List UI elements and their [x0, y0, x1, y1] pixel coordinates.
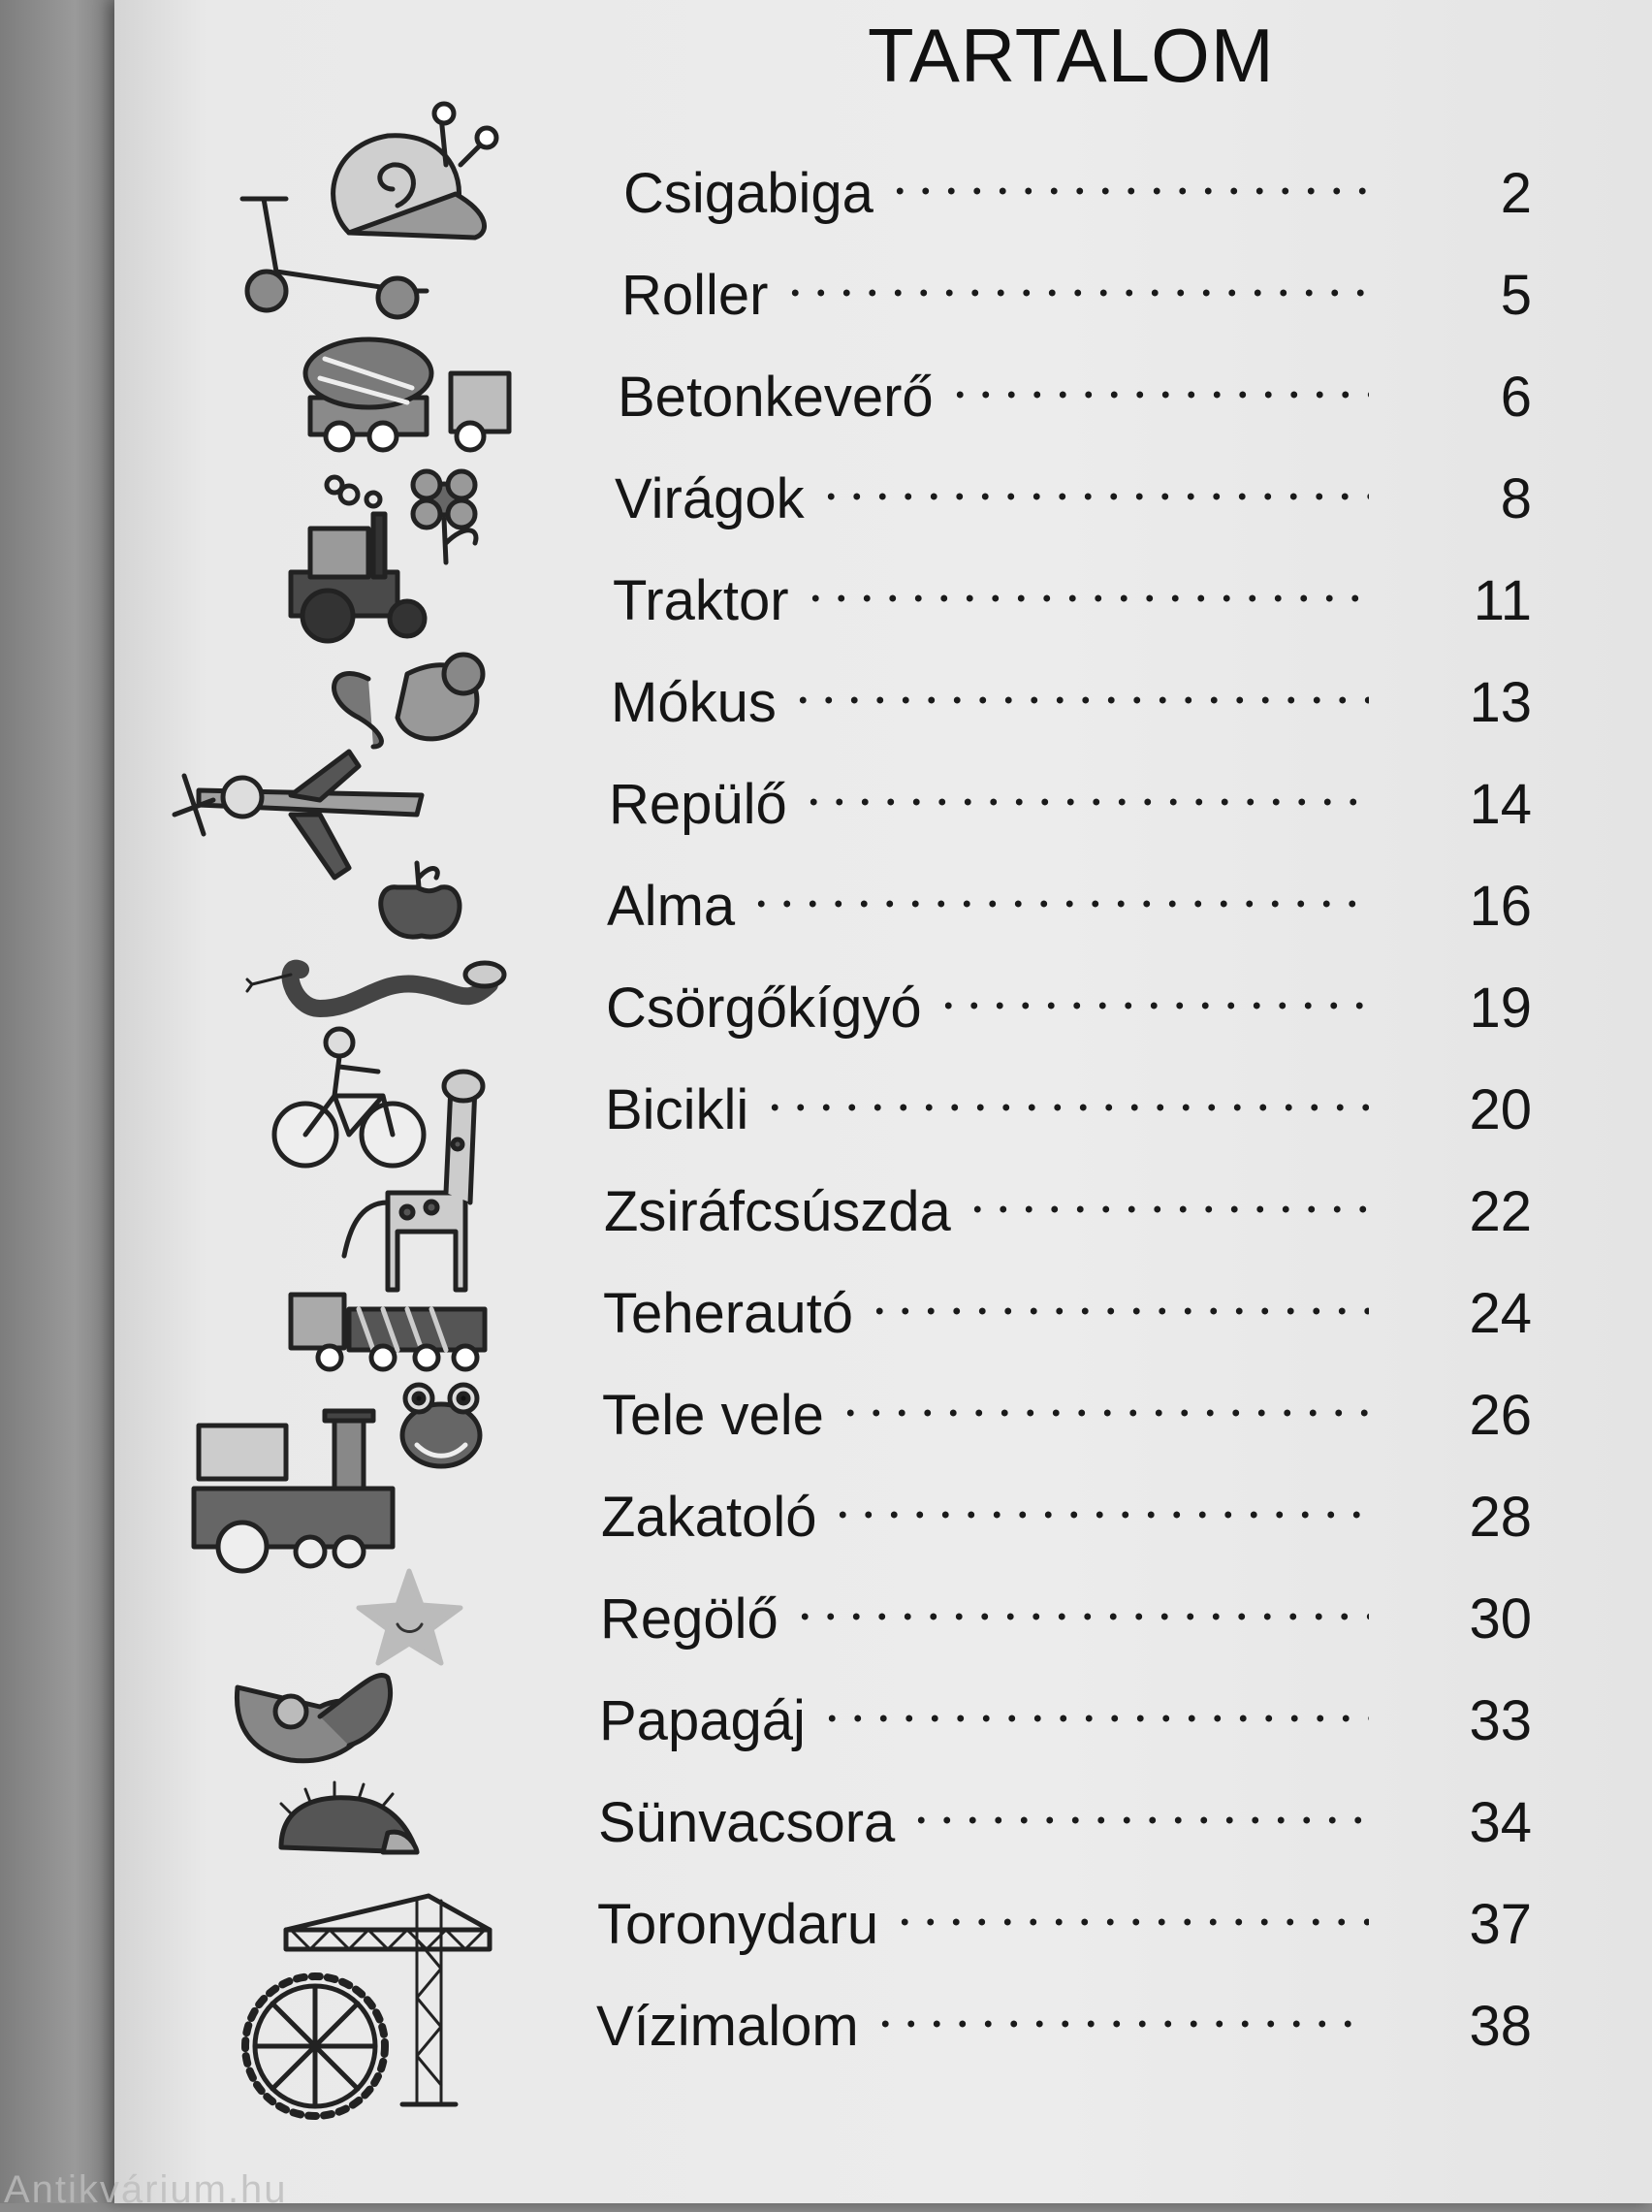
toc-dot-leader: [887, 169, 1369, 213]
squirrel-icon: [334, 655, 483, 747]
toc-entry-title: Repülő: [609, 773, 787, 836]
toc-entry-page-number: 28: [1469, 1486, 1532, 1549]
toc-dot-leader: [748, 882, 1369, 926]
toc-dot-leader: [908, 1798, 1369, 1843]
hedgehog-icon: [281, 1782, 417, 1852]
toc-entry-title: Vízimalom: [596, 1995, 859, 2058]
snail-icon: [334, 104, 496, 238]
giraffe-icon: [344, 1072, 483, 1290]
toc-dot-leader: [790, 678, 1369, 722]
snake-icon: [247, 963, 504, 1009]
toc-entry-title: Betonkeverő: [618, 366, 934, 429]
toc-dot-leader: [792, 1594, 1369, 1639]
toc-dot-leader: [818, 474, 1369, 519]
toc-entry-page-number: 34: [1469, 1791, 1532, 1854]
toc-dot-leader: [762, 1085, 1369, 1130]
water-wheel-icon: [245, 1976, 385, 2116]
toc-entry-page-number: 19: [1469, 977, 1532, 1040]
toc-entry-page-number: 38: [1469, 1995, 1532, 2058]
tractor-icon: [291, 514, 425, 641]
toc-dot-leader: [873, 2002, 1369, 2046]
parrot-icon: [237, 1675, 390, 1760]
toc-entry-title: Toronydaru: [597, 1893, 879, 1956]
toc-entry-title: Roller: [621, 264, 769, 327]
toc-entry-title: Sünvacsora: [598, 1791, 896, 1854]
toc-dot-leader: [801, 780, 1369, 824]
airplane-icon: [175, 752, 422, 878]
toc-entry-page-number: 8: [1500, 467, 1532, 530]
toc-entry-title: Virágok: [615, 467, 805, 530]
frog-icon: [402, 1385, 480, 1466]
toc-entry-title: Traktor: [613, 569, 789, 632]
train-icon: [194, 1411, 393, 1571]
toc-dot-leader: [830, 1492, 1369, 1537]
toc-entry-title: Zakatoló: [601, 1486, 817, 1549]
toc-entry-title: Csörgőkígyó: [606, 977, 922, 1040]
toc-entry-title: Regölő: [600, 1587, 778, 1651]
toc-dot-leader: [819, 1696, 1369, 1741]
toc-dot-leader: [782, 271, 1369, 315]
toc-entry-title: Tele vele: [602, 1384, 824, 1447]
toc-entry-page-number: 20: [1469, 1078, 1532, 1141]
toc-entry-page-number: 26: [1469, 1384, 1532, 1447]
toc-entry-page-number: 6: [1500, 366, 1532, 429]
toc-dot-leader: [867, 1289, 1369, 1333]
toc-dot-leader: [965, 1187, 1369, 1232]
apple-icon: [381, 863, 460, 937]
toc-entry-title: Alma: [607, 875, 736, 938]
toc-entry-page-number: 24: [1469, 1282, 1532, 1345]
watermark: Antikvárium.hu: [4, 2168, 288, 2211]
toc-entry-page-number: 37: [1469, 1893, 1532, 1956]
toc-entry-title: Papagáj: [599, 1689, 806, 1752]
toc-dot-leader: [803, 576, 1369, 621]
page-title: TARTALOM: [868, 13, 1275, 98]
toc-dot-leader: [838, 1391, 1369, 1435]
toc-entry-title: Teherautó: [603, 1282, 853, 1345]
toc-entry-page-number: 13: [1469, 671, 1532, 734]
toc-entry-page-number: 33: [1469, 1689, 1532, 1752]
toc-entry-page-number: 14: [1469, 773, 1532, 836]
toc-entry-page-number: 11: [1473, 569, 1532, 632]
toc-entry-title: Mókus: [611, 671, 777, 734]
toc-entry-title: Zsiráfcsúszda: [604, 1180, 951, 1243]
toc-dot-leader: [892, 1900, 1369, 1944]
truck-icon: [291, 1295, 485, 1369]
toc-entry-page-number: 22: [1469, 1180, 1532, 1243]
toc-entry-page-number: 30: [1469, 1587, 1532, 1651]
bicycle-icon: [274, 1029, 424, 1166]
toc-dot-leader: [936, 983, 1369, 1028]
illustrations-column: [0, 0, 543, 2203]
toc-entry-page-number: 16: [1469, 875, 1532, 938]
cement-mixer-icon: [305, 339, 509, 450]
toc-entry-page-number: 2: [1500, 162, 1532, 225]
star-icon: [359, 1571, 461, 1663]
toc-entry-title: Bicikli: [605, 1078, 749, 1141]
toc-dot-leader: [947, 372, 1369, 417]
toc-entry-page-number: 5: [1500, 264, 1532, 327]
toc-entry-title: Csigabiga: [623, 162, 874, 225]
